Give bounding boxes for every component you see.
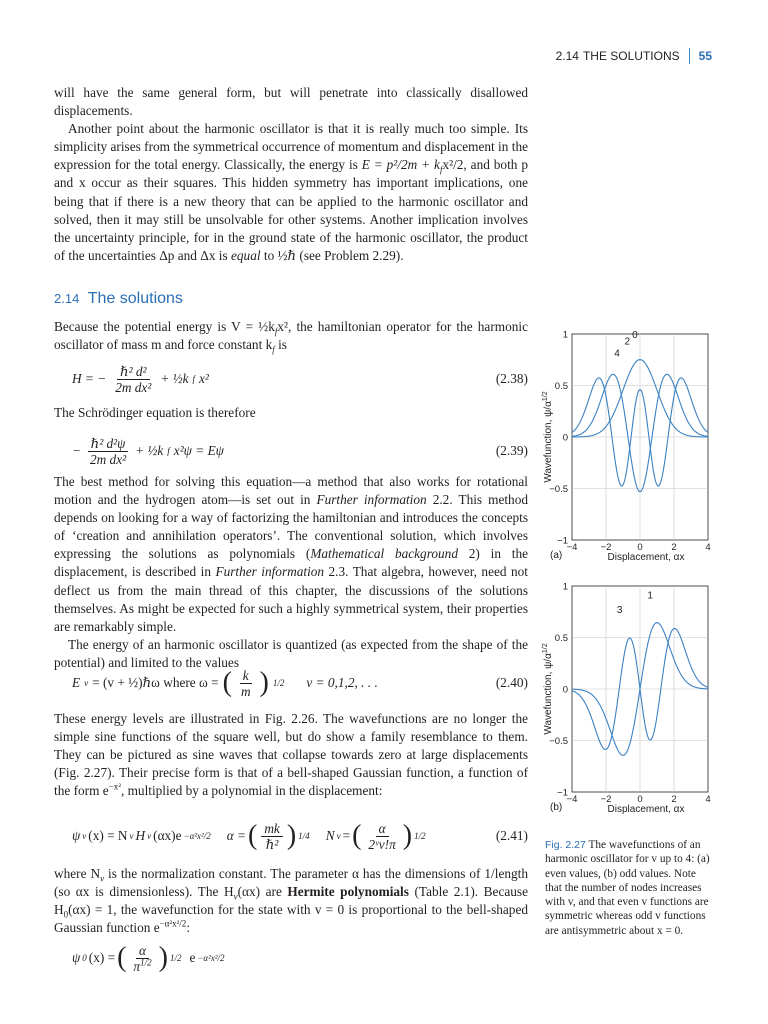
y-tick-label: 0 [562, 684, 568, 696]
x-tick-label: −2 [600, 542, 612, 553]
paragraph-7: These energy levels are illustrated in Fig. 2.26. The wavefunctions are no longer the simple sine functions of the square well, but do show a family resemblance to them. They can be pictured as sine waves that collapse towards zero at large displacements (Fig. 2.27). Their precise form is that of a bell-shaped Gaussian function, a function of the form $e^{-x^2}$, multiplied by a polynomial in the displacement: [54, 711, 528, 799]
header-separator [689, 48, 690, 64]
paragraph-4: The Schrödinger equation is therefore [54, 405, 256, 420]
series-label-v0: 0 [632, 330, 638, 342]
chart-panel-b [536, 572, 726, 824]
caption-text: The wavefunctions of an harmonic oscillator for v up to 4: (a) even values, (b) odd values. Note that the number of nodes increases with v, and that even v functions are symmetric whereas odd v functions are antisymmetric about x = 0. [545, 839, 710, 937]
panel-label: (b) [550, 802, 563, 813]
equation-2-40: E v = (v + ½)ℏω where ω = ( $\frac{k}{m}$ ) 1/2 v = 0,1,2, . . . (2.40) [72, 667, 528, 699]
equation-2-38: H = − $\frac{\text{ℏ² d²}}{\text{2m dx²}}$ + ½k f x² (2.38) [72, 363, 528, 395]
x-tick-label: 2 [671, 542, 677, 553]
x-tick-label: 4 [705, 794, 711, 805]
equation-number: (2.38) [495, 371, 528, 386]
paragraph-5: The best method for solving this equation—a method that also works for rotational motion and the hydrogen atom—is set out in Further information 2.2. This method depends on looking for a way of factorizing the hamiltonian and introduces the concepts of ‘creation and annihilation operators’. The conventional solution, which involves expressing the solutions as polynomials (Mathematical background 2) in the displacement, is described in Further information 2.3. That algebra, however, need not deflect us from the main thread of this chapter, the discussions of the solutions themselves. As might be expected for such a highly symmetrical system, their properties are remarkably simple. The energy of an harmonic oscillator is quantized (as expected from the shape of the potential) and limited to the values [54, 473, 528, 672]
page-number: 55 [698, 49, 712, 63]
x-tick-label: −4 [566, 542, 578, 553]
paragraph-1: will have the same general form, but will penetrate into classically disallowed displacements. [54, 85, 528, 119]
header-title: THE SOLUTIONS [582, 49, 680, 63]
intro-text [54, 84, 528, 265]
caption-label: Fig. 2.27 [545, 839, 586, 851]
x-tick-label: 0 [637, 794, 643, 805]
paragraph-8: where $N_v$ is the normalization constant. The parameter α has the dimensions of 1/length (so αx is dimensionless). The $H_v(\alpha x)$ are Hermite polynomials (Table 2.1). Because $H_0(\alpha x) = 1$, the wavefunction for the state with v = 0 is proportional to the bell-shaped Gaussian function $e^{-\alpha^2x^2/2}$: [54, 866, 528, 936]
y-tick-label: 0.5 [554, 633, 568, 644]
y-tick-label: −1 [557, 787, 568, 799]
paragraph-6: The energy of an harmonic oscillator is quantized (as expected from the shape of the potential) and limited to the values [54, 636, 528, 670]
running-header [556, 48, 712, 64]
section-title: The solutions [87, 290, 183, 307]
y-axis-label: Wavefunction, $\psi/\alpha^{1/2}$ [542, 391, 554, 483]
x-tick-label: −4 [566, 794, 578, 805]
x-axis-label: Displacement, αx [607, 804, 685, 815]
paragraph-3: Because the potential energy is $V = \frac{1}{2}k_fx^2$, the hamiltonian operator for the harmonic oscillator of mass m and force constant $k_f$ is [54, 319, 528, 355]
panel-label: (a) [550, 550, 563, 561]
y-tick-label: 1 [562, 329, 568, 341]
figure-caption [545, 838, 715, 938]
figure-2-27 [536, 320, 726, 824]
equation-psi0: ψ 0 (x) = ( $\frac{\alpha}{\pi^{1/2}}$ ) 1/2 e −α²x²/2 [72, 942, 225, 974]
x-tick-label: −2 [600, 794, 612, 805]
equation-2-41: ψ v (x) = N v H v (αx)e −α²x²/2 α = ( $\frac{mk}{\text{ℏ²}}$ ) 1/4 N v = ( $\frac{\alpha}{\text{2ᵛv!π}}$ ) 1/2 (2.41) [72, 820, 528, 852]
equation-number: (2.40) [495, 675, 528, 690]
section-heading [54, 290, 183, 308]
wavefunction-chart-even [536, 320, 726, 572]
equation-number: (2.41) [495, 828, 528, 843]
series-label-v2: 2 [624, 336, 631, 348]
paragraph-2: Another point about the harmonic oscillator is that it is really much too simple. Its simplicity arises from the symmetrical occurrence of momentum and displacement in the expression for the total energy. Classically, the energy is $E = p^2/2m + k_fx^2/2$, and both p and x occur as their squares. This hidden symmetry has important implications, one being that if there is a new theory that can be applied to the harmonic oscillator and solved, then it may still be unsolvable for other systems. Another implication involves the uncertainty principle, for in the ground state of the harmonic oscillator, the product of the uncertainties Δp and Δx is equal to ½ℏ (see Problem 2.29). [54, 121, 528, 263]
x-tick-label: 0 [637, 542, 643, 553]
y-axis-label-exponent: 1/2 [542, 643, 549, 654]
x-tick-label: 2 [671, 794, 677, 805]
x-tick-label: 4 [705, 542, 711, 553]
series-label-v4: 4 [614, 348, 620, 360]
y-tick-label: −1 [557, 535, 568, 547]
x-axis-label: Displacement, αx [607, 552, 685, 563]
y-tick-label: 1 [562, 581, 568, 593]
series-label-v3: 3 [616, 604, 623, 616]
y-axis-label-exponent: 1/2 [542, 391, 549, 402]
y-tick-label: 0.5 [554, 381, 568, 392]
header-section-number: 2.14 [555, 49, 579, 63]
y-tick-label: −0.5 [549, 736, 568, 747]
y-tick-label: 0 [562, 432, 568, 444]
equation-number: (2.39) [495, 443, 528, 458]
chart-panel-a [536, 320, 726, 572]
series-label-v1: 1 [647, 590, 653, 602]
wavefunction-chart-odd [536, 572, 726, 824]
y-tick-label: −0.5 [549, 484, 568, 495]
equation-2-39: − $\frac{\text{ℏ² d²ψ}}{\text{2m dx²}}$ + ½k f x²ψ = Eψ (2.39) [72, 435, 528, 467]
y-axis-label: Wavefunction, $\psi/\alpha^{1/2}$ [542, 643, 554, 735]
section-number: 2.14 [54, 291, 80, 306]
